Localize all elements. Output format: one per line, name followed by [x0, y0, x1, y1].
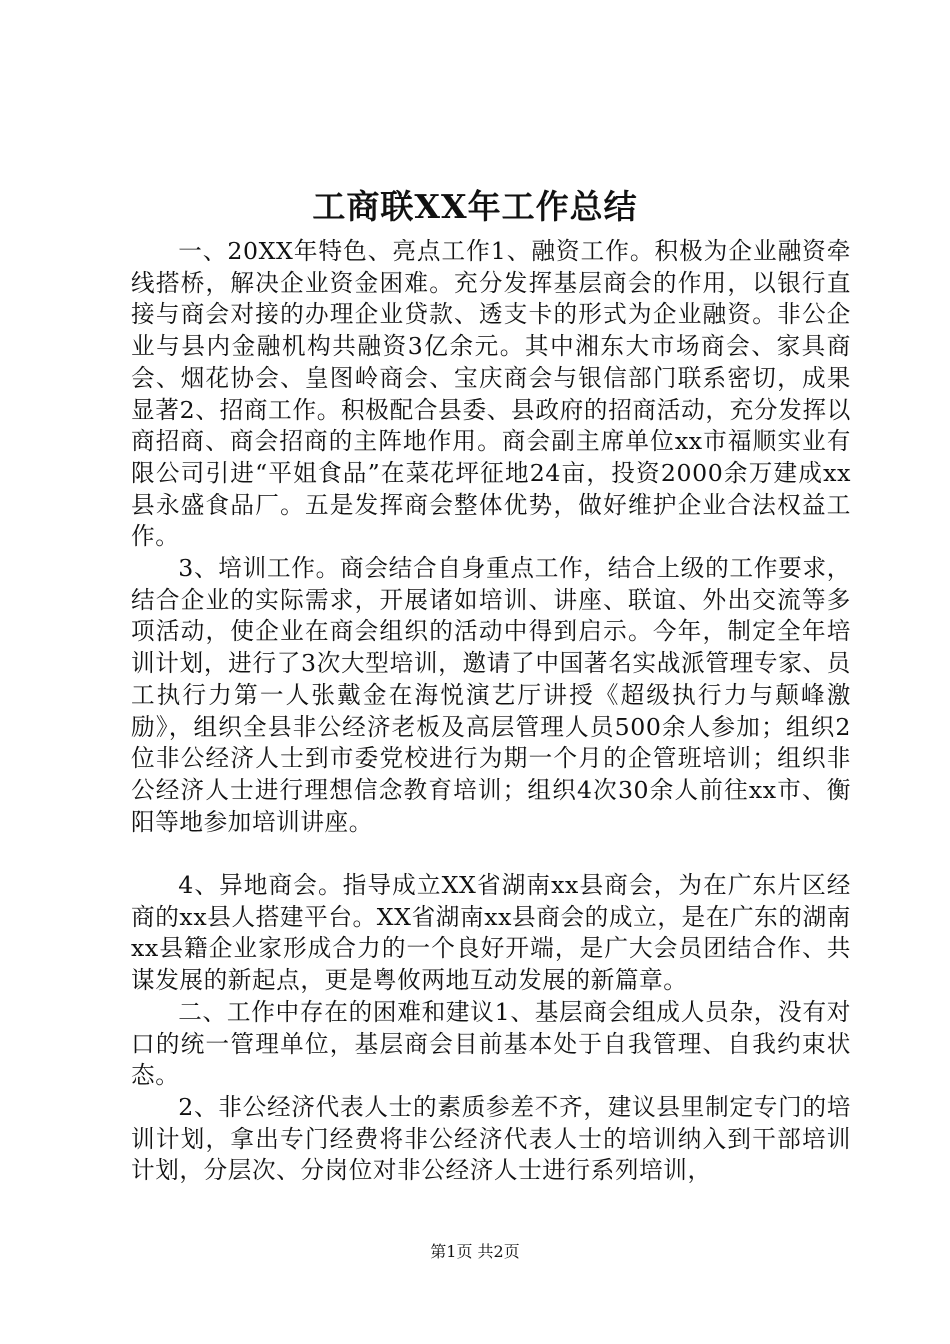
document-body — [131, 236, 851, 1187]
paragraph-training: 3、培训工作。商会结合自身重点工作，结合上级的工作要求，结合企业的实际需求，开展诸如培训、讲座、联谊、外出交流等多项活动，使企业在商会组织的活动中得到启示。今年，制定全年培训计划，进行了3次大型培训，邀请了中国著名实战派管理专家、员工执行力第一人张戴金在海悦演艺厅讲授《超级执行力与颠峰激励》，组织全县非公经济老板及高层管理人员500余人参加；组织2位非公经济人士到市委党校进行为期一个月的企管班培训；组织非公经济人士进行理想信念教育培训；组织4次30余人前往xx市、衡阳等地参加培训讲座。 — [131, 554, 851, 836]
paragraph-difficulties: 二、工作中存在的困难和建议1、基层商会组成人员杂，没有对口的统一管理单位，基层商会目前基本处于自我管理、自我约束状态。 — [131, 997, 851, 1090]
paragraph-remote-chamber: 4、异地商会。指导成立XX省湖南xx县商会，为在广东片区经商的xx县人搭建平台。XX省湖南xx县商会的成立，是在广东的湖南xx县籍企业家形成合力的一个良好开端，是广大会员团结合作、共谋发展的新起点，更是粤攸两地互动发展的新篇章。 — [131, 871, 851, 995]
page-number-footer: 第1页 共2页 — [430, 1242, 520, 1261]
paragraph-spacer — [131, 838, 851, 870]
paragraph-highlights: 一、20XX年特色、亮点工作1、融资工作。积极为企业融资牵线搭桥，解决企业资金困难。充分发挥基层商会的作用，以银行直接与商会对接的办理企业贷款、透支卡的形式为企业融资。非公企业与县内金融机构共融资3亿余元。其中湘东大市场商会、家具商会、烟花协会、皇图岭商会、宝庆商会与银信部门联系密切，成果显著2、招商工作。积极配合县委、县政府的招商活动，充分发挥以商招商、商会招商的主阵地作用。商会副主席单位xx市福顺实业有限公司引进“平姐食品”在菜花坪征地24亩，投资2000余万建成xx县永盛食品厂。五是发挥商会整体优势，做好维护企业合法权益工作。 — [131, 237, 851, 551]
paragraph-suggestions: 2、非公经济代表人士的素质参差不齐，建议县里制定专门的培训计划，拿出专门经费将非公经济代表人士的培训纳入到干部培训计划，分层次、分岗位对非公经济人士进行系列培训， — [131, 1092, 851, 1185]
document-title: 工商联XX年工作总结 — [312, 187, 638, 226]
